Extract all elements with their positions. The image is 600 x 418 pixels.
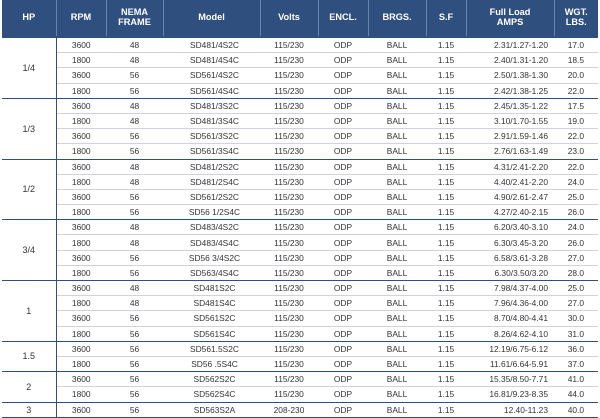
cell-amps: 11.61/6.64-5.91 bbox=[466, 356, 554, 371]
header-service-factor: S.F bbox=[426, 0, 466, 37]
cell-model: SD561.5S2C bbox=[163, 341, 260, 356]
cell-weight: 41.0 bbox=[554, 372, 598, 387]
cell-amps: 7.96/4.36-4.00 bbox=[466, 296, 554, 311]
cell-rpm: 3600 bbox=[56, 37, 106, 53]
cell-rpm: 3600 bbox=[56, 341, 106, 356]
cell-service-factor: 1.15 bbox=[426, 326, 466, 341]
cell-enclosure: ODP bbox=[318, 174, 368, 189]
cell-weight: 23.0 bbox=[554, 144, 598, 159]
cell-frame: 56 bbox=[106, 189, 163, 204]
cell-model: SD563S2A bbox=[163, 402, 260, 417]
cell-hp: 1/4 bbox=[2, 37, 56, 98]
cell-weight: 26.0 bbox=[554, 235, 598, 250]
cell-weight: 22.0 bbox=[554, 159, 598, 174]
cell-hp: 1.5 bbox=[2, 341, 56, 371]
cell-weight: 44.0 bbox=[554, 387, 598, 402]
cell-enclosure: ODP bbox=[318, 205, 368, 220]
cell-rpm: 3600 bbox=[56, 402, 106, 417]
cell-enclosure: ODP bbox=[318, 53, 368, 68]
cell-bearings: BALL bbox=[368, 402, 426, 417]
cell-volts: 115/230 bbox=[260, 205, 318, 220]
cell-enclosure: ODP bbox=[318, 296, 368, 311]
table-row bbox=[2, 235, 598, 250]
table-row bbox=[2, 372, 598, 387]
cell-enclosure: ODP bbox=[318, 37, 368, 53]
cell-model: SD561S2C bbox=[163, 311, 260, 326]
cell-bearings: BALL bbox=[368, 174, 426, 189]
header-hp: HP bbox=[2, 0, 56, 37]
cell-amps: 2.31/1.27-1.20 bbox=[466, 37, 554, 53]
cell-model: SD481/3S4C bbox=[163, 113, 260, 128]
cell-bearings: BALL bbox=[368, 311, 426, 326]
cell-amps: 2.76/1.63-1.49 bbox=[466, 144, 554, 159]
cell-bearings: BALL bbox=[368, 296, 426, 311]
cell-frame: 56 bbox=[106, 129, 163, 144]
cell-bearings: BALL bbox=[368, 281, 426, 296]
cell-volts: 115/230 bbox=[260, 311, 318, 326]
header-model: Model bbox=[163, 0, 260, 37]
cell-frame: 56 bbox=[106, 68, 163, 83]
cell-frame: 48 bbox=[106, 174, 163, 189]
cell-service-factor: 1.15 bbox=[426, 68, 466, 83]
cell-model: SD481/2S4C bbox=[163, 174, 260, 189]
cell-volts: 115/230 bbox=[260, 53, 318, 68]
cell-volts: 115/230 bbox=[260, 174, 318, 189]
cell-enclosure: ODP bbox=[318, 372, 368, 387]
cell-service-factor: 1.15 bbox=[426, 144, 466, 159]
cell-hp: 1/2 bbox=[2, 159, 56, 220]
cell-amps: 15.35/8.50-7.71 bbox=[466, 372, 554, 387]
cell-weight: 26.0 bbox=[554, 205, 598, 220]
cell-enclosure: ODP bbox=[318, 356, 368, 371]
cell-service-factor: 1.15 bbox=[426, 235, 466, 250]
table-row bbox=[2, 387, 598, 402]
cell-volts: 115/230 bbox=[260, 326, 318, 341]
cell-rpm: 1800 bbox=[56, 144, 106, 159]
cell-rpm: 1800 bbox=[56, 356, 106, 371]
cell-amps: 12.40-11.23 bbox=[466, 402, 554, 417]
cell-weight: 18.5 bbox=[554, 53, 598, 68]
cell-bearings: BALL bbox=[368, 372, 426, 387]
cell-bearings: BALL bbox=[368, 265, 426, 280]
table-row bbox=[2, 68, 598, 83]
cell-frame: 48 bbox=[106, 98, 163, 113]
cell-frame: 56 bbox=[106, 326, 163, 341]
cell-model: SD561/3S2C bbox=[163, 129, 260, 144]
cell-weight: 27.0 bbox=[554, 250, 598, 265]
table-row bbox=[2, 220, 598, 235]
cell-model: SD483/4S4C bbox=[163, 235, 260, 250]
cell-service-factor: 1.15 bbox=[426, 296, 466, 311]
table-row bbox=[2, 341, 598, 356]
cell-amps: 6.30/3.45-3.20 bbox=[466, 235, 554, 250]
cell-service-factor: 1.15 bbox=[426, 113, 466, 128]
cell-enclosure: ODP bbox=[318, 265, 368, 280]
cell-service-factor: 1.15 bbox=[426, 205, 466, 220]
cell-model: SD561/3S4C bbox=[163, 144, 260, 159]
cell-model: SD481/3S2C bbox=[163, 98, 260, 113]
cell-frame: 56 bbox=[106, 205, 163, 220]
cell-volts: 115/230 bbox=[260, 37, 318, 53]
cell-bearings: BALL bbox=[368, 129, 426, 144]
cell-weight: 22.0 bbox=[554, 129, 598, 144]
cell-rpm: 1800 bbox=[56, 53, 106, 68]
table-row bbox=[2, 402, 598, 417]
cell-bearings: BALL bbox=[368, 53, 426, 68]
cell-rpm: 3600 bbox=[56, 129, 106, 144]
cell-hp: 3 bbox=[2, 402, 56, 417]
cell-frame: 56 bbox=[106, 144, 163, 159]
cell-weight: 24.0 bbox=[554, 174, 598, 189]
table-row bbox=[2, 37, 598, 53]
cell-model: SD56 .5S4C bbox=[163, 356, 260, 371]
cell-volts: 115/230 bbox=[260, 113, 318, 128]
table-row bbox=[2, 159, 598, 174]
table-header bbox=[2, 0, 598, 37]
cell-volts: 115/230 bbox=[260, 296, 318, 311]
cell-frame: 48 bbox=[106, 159, 163, 174]
table-row bbox=[2, 83, 598, 98]
table-row bbox=[2, 113, 598, 128]
cell-amps: 6.30/3.50/3.20 bbox=[466, 265, 554, 280]
header-volts: Volts bbox=[260, 0, 318, 37]
cell-volts: 115/230 bbox=[260, 356, 318, 371]
cell-rpm: 3600 bbox=[56, 372, 106, 387]
cell-model: SD562S2C bbox=[163, 372, 260, 387]
cell-frame: 56 bbox=[106, 372, 163, 387]
cell-volts: 115/230 bbox=[260, 372, 318, 387]
cell-model: SD562S4C bbox=[163, 387, 260, 402]
table-row bbox=[2, 281, 598, 296]
cell-bearings: BALL bbox=[368, 98, 426, 113]
cell-model: SD561/2S2C bbox=[163, 189, 260, 204]
table-row bbox=[2, 53, 598, 68]
cell-enclosure: ODP bbox=[318, 311, 368, 326]
cell-rpm: 1800 bbox=[56, 83, 106, 98]
cell-frame: 48 bbox=[106, 113, 163, 128]
cell-model: SD481S2C bbox=[163, 281, 260, 296]
cell-service-factor: 1.15 bbox=[426, 53, 466, 68]
cell-enclosure: ODP bbox=[318, 189, 368, 204]
cell-hp: 1 bbox=[2, 281, 56, 342]
cell-volts: 115/230 bbox=[260, 387, 318, 402]
cell-volts: 115/230 bbox=[260, 129, 318, 144]
cell-amps: 2.40/1.31-1.20 bbox=[466, 53, 554, 68]
cell-weight: 25.0 bbox=[554, 281, 598, 296]
cell-weight: 17.0 bbox=[554, 37, 598, 53]
cell-volts: 115/230 bbox=[260, 159, 318, 174]
cell-enclosure: ODP bbox=[318, 402, 368, 417]
cell-weight: 25.0 bbox=[554, 189, 598, 204]
cell-bearings: BALL bbox=[368, 356, 426, 371]
cell-amps: 8.70/4.80-4.41 bbox=[466, 311, 554, 326]
cell-volts: 115/230 bbox=[260, 83, 318, 98]
table-row bbox=[2, 356, 598, 371]
cell-amps: 4.31/2.41-2.20 bbox=[466, 159, 554, 174]
cell-rpm: 3600 bbox=[56, 220, 106, 235]
cell-service-factor: 1.15 bbox=[426, 311, 466, 326]
cell-rpm: 3600 bbox=[56, 68, 106, 83]
cell-model: SD481/4S4C bbox=[163, 53, 260, 68]
cell-volts: 115/230 bbox=[260, 68, 318, 83]
cell-frame: 56 bbox=[106, 311, 163, 326]
cell-enclosure: ODP bbox=[318, 341, 368, 356]
cell-enclosure: ODP bbox=[318, 220, 368, 235]
cell-model: SD561/4S4C bbox=[163, 83, 260, 98]
cell-rpm: 1800 bbox=[56, 387, 106, 402]
cell-weight: 30.0 bbox=[554, 311, 598, 326]
cell-service-factor: 1.15 bbox=[426, 402, 466, 417]
cell-service-factor: 1.15 bbox=[426, 281, 466, 296]
cell-service-factor: 1.15 bbox=[426, 174, 466, 189]
cell-service-factor: 1.15 bbox=[426, 189, 466, 204]
cell-weight: 24.0 bbox=[554, 220, 598, 235]
cell-service-factor: 1.15 bbox=[426, 387, 466, 402]
cell-enclosure: ODP bbox=[318, 144, 368, 159]
cell-frame: 56 bbox=[106, 341, 163, 356]
header-enclosure: ENCL. bbox=[318, 0, 368, 37]
cell-amps: 2.42/1.38-1.25 bbox=[466, 83, 554, 98]
cell-model: SD56 1/2S4C bbox=[163, 205, 260, 220]
cell-service-factor: 1.15 bbox=[426, 250, 466, 265]
cell-volts: 115/230 bbox=[260, 281, 318, 296]
cell-frame: 56 bbox=[106, 250, 163, 265]
cell-bearings: BALL bbox=[368, 144, 426, 159]
table-row bbox=[2, 326, 598, 341]
table-row bbox=[2, 205, 598, 220]
cell-rpm: 1800 bbox=[56, 235, 106, 250]
cell-bearings: BALL bbox=[368, 159, 426, 174]
cell-bearings: BALL bbox=[368, 68, 426, 83]
header-weight: WGT. LBS. bbox=[554, 0, 598, 37]
cell-amps: 2.45/1.35-1.22 bbox=[466, 98, 554, 113]
cell-service-factor: 1.15 bbox=[426, 129, 466, 144]
cell-model: SD481/2S2C bbox=[163, 159, 260, 174]
header-row bbox=[2, 0, 598, 37]
cell-service-factor: 1.15 bbox=[426, 159, 466, 174]
cell-amps: 4.27/2.40-2.15 bbox=[466, 205, 554, 220]
cell-bearings: BALL bbox=[368, 83, 426, 98]
cell-weight: 37.0 bbox=[554, 356, 598, 371]
table-body bbox=[2, 37, 598, 417]
cell-rpm: 3600 bbox=[56, 189, 106, 204]
cell-frame: 48 bbox=[106, 220, 163, 235]
table-row bbox=[2, 144, 598, 159]
header-full-load-amps: Full Load AMPS bbox=[466, 0, 554, 37]
table-row bbox=[2, 265, 598, 280]
table-row bbox=[2, 311, 598, 326]
cell-enclosure: ODP bbox=[318, 98, 368, 113]
cell-bearings: BALL bbox=[368, 220, 426, 235]
cell-rpm: 1800 bbox=[56, 265, 106, 280]
cell-weight: 22.0 bbox=[554, 83, 598, 98]
cell-amps: 4.90/2.61-2.47 bbox=[466, 189, 554, 204]
cell-weight: 17.5 bbox=[554, 98, 598, 113]
cell-model: SD481/4S2C bbox=[163, 37, 260, 53]
cell-rpm: 1800 bbox=[56, 113, 106, 128]
cell-enclosure: ODP bbox=[318, 250, 368, 265]
header-rpm: RPM bbox=[56, 0, 106, 37]
cell-bearings: BALL bbox=[368, 387, 426, 402]
cell-amps: 6.58/3.61-3.28 bbox=[466, 250, 554, 265]
cell-weight: 28.0 bbox=[554, 265, 598, 280]
cell-bearings: BALL bbox=[368, 341, 426, 356]
cell-volts: 208-230 bbox=[260, 402, 318, 417]
cell-frame: 56 bbox=[106, 356, 163, 371]
cell-volts: 115/230 bbox=[260, 250, 318, 265]
cell-volts: 115/230 bbox=[260, 144, 318, 159]
table-row bbox=[2, 174, 598, 189]
cell-enclosure: ODP bbox=[318, 113, 368, 128]
cell-volts: 115/230 bbox=[260, 235, 318, 250]
cell-frame: 56 bbox=[106, 265, 163, 280]
cell-rpm: 1800 bbox=[56, 174, 106, 189]
cell-enclosure: ODP bbox=[318, 326, 368, 341]
cell-service-factor: 1.15 bbox=[426, 341, 466, 356]
cell-volts: 115/230 bbox=[260, 189, 318, 204]
cell-amps: 6.20/3.40-3.10 bbox=[466, 220, 554, 235]
table-row bbox=[2, 189, 598, 204]
cell-model: SD56 3/4S2C bbox=[163, 250, 260, 265]
table-row bbox=[2, 98, 598, 113]
header-nema-frame: NEMA FRAME bbox=[106, 0, 163, 37]
cell-service-factor: 1.15 bbox=[426, 265, 466, 280]
cell-rpm: 3600 bbox=[56, 311, 106, 326]
cell-enclosure: ODP bbox=[318, 281, 368, 296]
motor-spec-sheet bbox=[2, 0, 598, 418]
cell-enclosure: ODP bbox=[318, 129, 368, 144]
cell-bearings: BALL bbox=[368, 250, 426, 265]
cell-service-factor: 1.15 bbox=[426, 372, 466, 387]
cell-enclosure: ODP bbox=[318, 68, 368, 83]
cell-frame: 48 bbox=[106, 235, 163, 250]
cell-hp: 3/4 bbox=[2, 220, 56, 281]
cell-bearings: BALL bbox=[368, 235, 426, 250]
cell-frame: 48 bbox=[106, 53, 163, 68]
table-row bbox=[2, 129, 598, 144]
cell-model: SD561S4C bbox=[163, 326, 260, 341]
cell-service-factor: 1.15 bbox=[426, 37, 466, 53]
cell-weight: 31.0 bbox=[554, 326, 598, 341]
cell-bearings: BALL bbox=[368, 326, 426, 341]
cell-enclosure: ODP bbox=[318, 235, 368, 250]
cell-rpm: 3600 bbox=[56, 281, 106, 296]
cell-model: SD483/4S2C bbox=[163, 220, 260, 235]
cell-volts: 115/230 bbox=[260, 220, 318, 235]
cell-weight: 20.0 bbox=[554, 68, 598, 83]
cell-amps: 2.91/1.59-1.46 bbox=[466, 129, 554, 144]
cell-rpm: 3600 bbox=[56, 250, 106, 265]
cell-rpm: 1800 bbox=[56, 205, 106, 220]
cell-frame: 56 bbox=[106, 387, 163, 402]
cell-bearings: BALL bbox=[368, 189, 426, 204]
table-row bbox=[2, 250, 598, 265]
cell-rpm: 1800 bbox=[56, 296, 106, 311]
cell-volts: 115/230 bbox=[260, 341, 318, 356]
cell-enclosure: ODP bbox=[318, 387, 368, 402]
cell-hp: 1/3 bbox=[2, 98, 56, 159]
cell-frame: 56 bbox=[106, 83, 163, 98]
cell-amps: 16.81/9.23-8.35 bbox=[466, 387, 554, 402]
cell-volts: 115/230 bbox=[260, 265, 318, 280]
cell-amps: 4.40/2.41-2.20 bbox=[466, 174, 554, 189]
cell-volts: 115/230 bbox=[260, 98, 318, 113]
cell-amps: 12.19/6.75-6.12 bbox=[466, 341, 554, 356]
cell-model: SD481S4C bbox=[163, 296, 260, 311]
cell-rpm: 3600 bbox=[56, 98, 106, 113]
cell-amps: 8.26/4.62-4.10 bbox=[466, 326, 554, 341]
cell-service-factor: 1.15 bbox=[426, 356, 466, 371]
cell-bearings: BALL bbox=[368, 37, 426, 53]
cell-frame: 48 bbox=[106, 296, 163, 311]
motor-spec-table bbox=[2, 0, 598, 418]
cell-frame: 48 bbox=[106, 281, 163, 296]
cell-weight: 40.0 bbox=[554, 402, 598, 417]
cell-model: SD561/4S2C bbox=[163, 68, 260, 83]
cell-hp: 2 bbox=[2, 372, 56, 402]
cell-frame: 56 bbox=[106, 402, 163, 417]
cell-weight: 36.0 bbox=[554, 341, 598, 356]
header-bearings: BRGS. bbox=[368, 0, 426, 37]
cell-rpm: 1800 bbox=[56, 326, 106, 341]
cell-service-factor: 1.15 bbox=[426, 83, 466, 98]
cell-amps: 7.98/4.37-4.00 bbox=[466, 281, 554, 296]
cell-weight: 27.0 bbox=[554, 296, 598, 311]
cell-service-factor: 1.15 bbox=[426, 98, 466, 113]
cell-amps: 2.50/1.38-1.30 bbox=[466, 68, 554, 83]
cell-amps: 3.10/1.70-1.55 bbox=[466, 113, 554, 128]
cell-bearings: BALL bbox=[368, 113, 426, 128]
table-row bbox=[2, 296, 598, 311]
cell-service-factor: 1.15 bbox=[426, 220, 466, 235]
cell-model: SD563/4S4C bbox=[163, 265, 260, 280]
cell-rpm: 3600 bbox=[56, 159, 106, 174]
cell-weight: 19.0 bbox=[554, 113, 598, 128]
cell-enclosure: ODP bbox=[318, 83, 368, 98]
cell-frame: 48 bbox=[106, 37, 163, 53]
cell-enclosure: ODP bbox=[318, 159, 368, 174]
cell-bearings: BALL bbox=[368, 205, 426, 220]
